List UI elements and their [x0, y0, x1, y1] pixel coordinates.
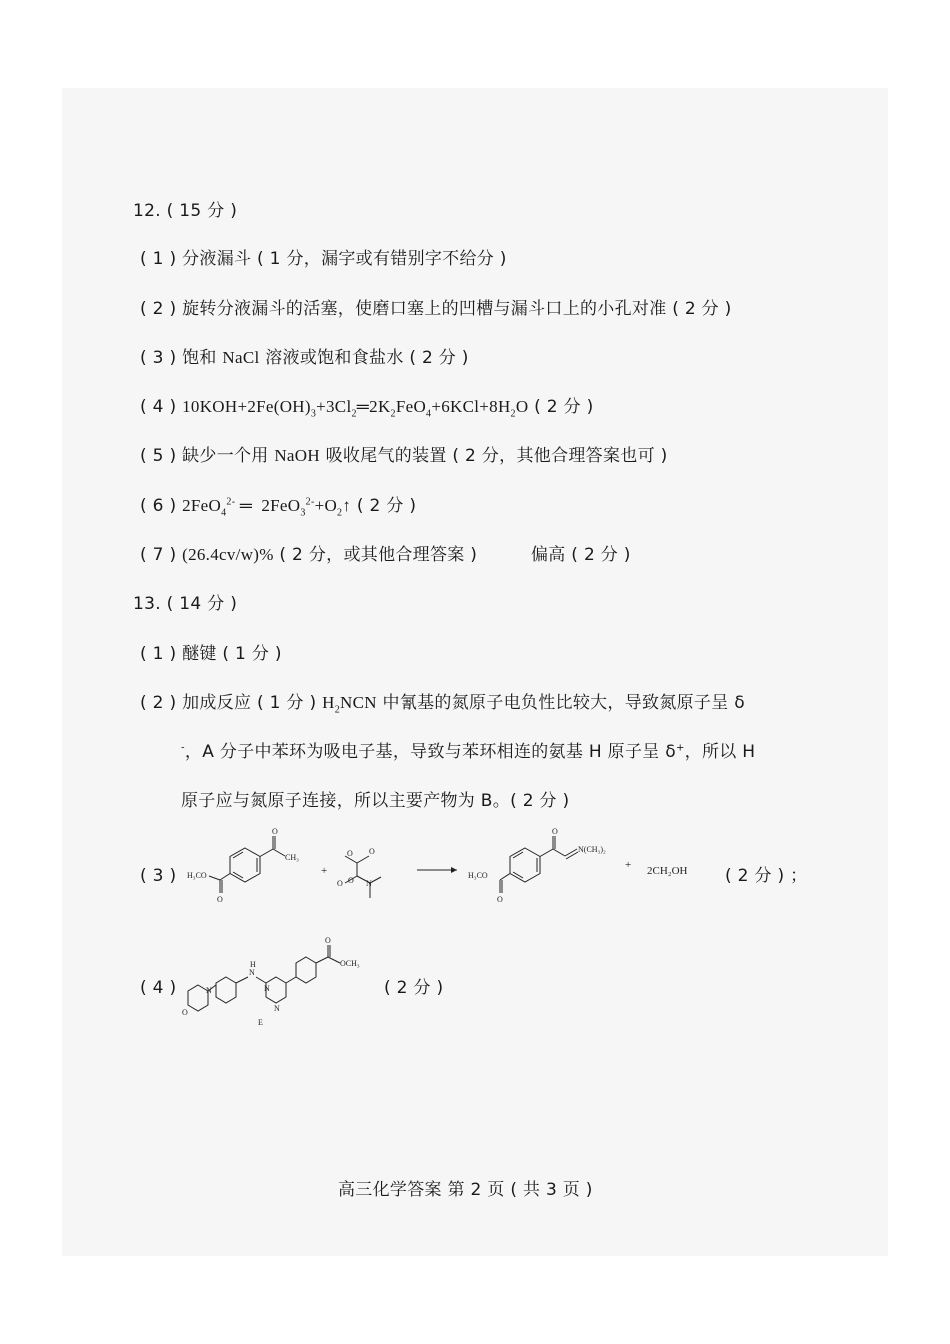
- svg-text:O: O: [182, 1008, 188, 1017]
- svg-text:O: O: [369, 847, 375, 856]
- svg-text:O: O: [552, 828, 558, 836]
- page-footer: 高三化学答案 第 2 页 ( 共 3 页 ): [338, 1180, 593, 1200]
- svg-text:O: O: [272, 828, 278, 836]
- plus-sign-2: +: [625, 859, 632, 871]
- svg-text:O: O: [497, 895, 503, 904]
- svg-text:O: O: [348, 876, 354, 885]
- svg-text:N: N: [206, 986, 212, 995]
- byproduct-label: 2CH₂OH: [647, 865, 688, 877]
- phenyl-ring: [216, 977, 236, 1003]
- q12-item-6: ( 6 ) 2FeO$_4^{2-}$ ═ $2FeO_3^{2-}+O_2↑$ ( 2 分 ): [140, 496, 417, 519]
- svg-text:O: O: [325, 936, 331, 945]
- equation-q12-4: $10KOH+2Fe(OH)_3+3Cl_2═2K_2FeO_4+6KCl+8H_2O$: [182, 397, 529, 420]
- svg-text:N: N: [264, 984, 270, 993]
- reaction-arrow: [451, 867, 457, 873]
- q13-item-2-line2: -，A 分子中苯环为吸电子基，导致与苯环相连的氨基 H 原子呈 δ+，所以 H: [181, 742, 756, 762]
- svg-text:N(CH₃)₂: N(CH₃)₂: [578, 845, 606, 854]
- svg-text:OCH₃: OCH₃: [340, 959, 360, 968]
- q12-header: 12. ( 15 分 ): [133, 201, 238, 221]
- q12-item-5: ( 5 ) 缺少一个用 NaOH 吸收尾气的装置 ( 2 分，其他合理答案也可 ): [140, 446, 668, 466]
- svg-text:N: N: [249, 968, 255, 977]
- q12-item-7: ( 7 ) (26.4cv/w)% ( 2 分，或其他合理答案 ): [140, 545, 478, 565]
- q13-item-3-score: ( 2 分 ) ；: [725, 866, 808, 886]
- structure-E: [178, 935, 378, 1030]
- svg-text:E: E: [258, 1018, 263, 1027]
- cyanamide-formula: $H_2NCN$: [322, 693, 377, 716]
- svg-text:CH₃: CH₃: [285, 853, 299, 862]
- q13-item-2-line3: 原子应与氮原子连接，所以主要产物为 B。( 2 分 ): [181, 791, 570, 811]
- q12-item-1: ( 1 ) 分液漏斗 ( 1 分，漏字或有错别字不给分 ): [140, 249, 507, 269]
- reaction-scheme: [185, 828, 715, 918]
- q13-item-4-num: ( 4 ): [140, 978, 177, 998]
- svg-text:H₃CO: H₃CO: [468, 871, 488, 880]
- svg-text:N: N: [366, 879, 372, 888]
- svg-text:N: N: [274, 1004, 280, 1013]
- q12-item-2: ( 2 ) 旋转分液漏斗的活塞，使磨口塞上的凹槽与漏斗口上的小孔对准 ( 2 分 ): [140, 299, 732, 319]
- q12-item-4: ( 4 ) $10KOH+2Fe(OH)_3+3Cl_2═2K_2FeO_4+6KCl+8H_2O$ ( 2 分 ): [140, 397, 594, 420]
- morpholine-ring: [188, 985, 208, 1011]
- q13-item-4-score: ( 2 分 ): [384, 978, 444, 998]
- svg-text:O: O: [217, 895, 223, 904]
- svg-text:O: O: [347, 849, 353, 858]
- q13-item-3-num: ( 3 ): [140, 866, 177, 886]
- q12-item-3: ( 3 ) 饱和 NaCl 溶液或饱和食盐水 ( 2 分 ): [140, 348, 469, 368]
- benzoate-ring: [296, 957, 316, 983]
- q12-item-7-extra: 偏高 ( 2 分 ): [531, 545, 631, 565]
- svg-text:H₃CO: H₃CO: [187, 871, 207, 880]
- svg-text:O: O: [337, 879, 343, 888]
- plus-sign-1: +: [321, 865, 328, 877]
- equation-q12-6: 2FeO$_4^{2-}$ ═ $2FeO_3^{2-}+O_2↑$: [182, 496, 352, 519]
- benzene-ring-reactant: [230, 848, 260, 882]
- q13-item-2-line1: ( 2 ) 加成反应 ( 1 分 ) $H_2NCN$ 中氰基的氮原子电负性比较大，导致氮原子呈 δ: [140, 693, 745, 716]
- svg-text:H: H: [250, 960, 256, 969]
- q13-header: 13. ( 14 分 ): [133, 594, 238, 614]
- q13-item-1: ( 1 ) 醚键 ( 1 分 ): [140, 644, 282, 664]
- benzene-ring-product: [510, 848, 540, 882]
